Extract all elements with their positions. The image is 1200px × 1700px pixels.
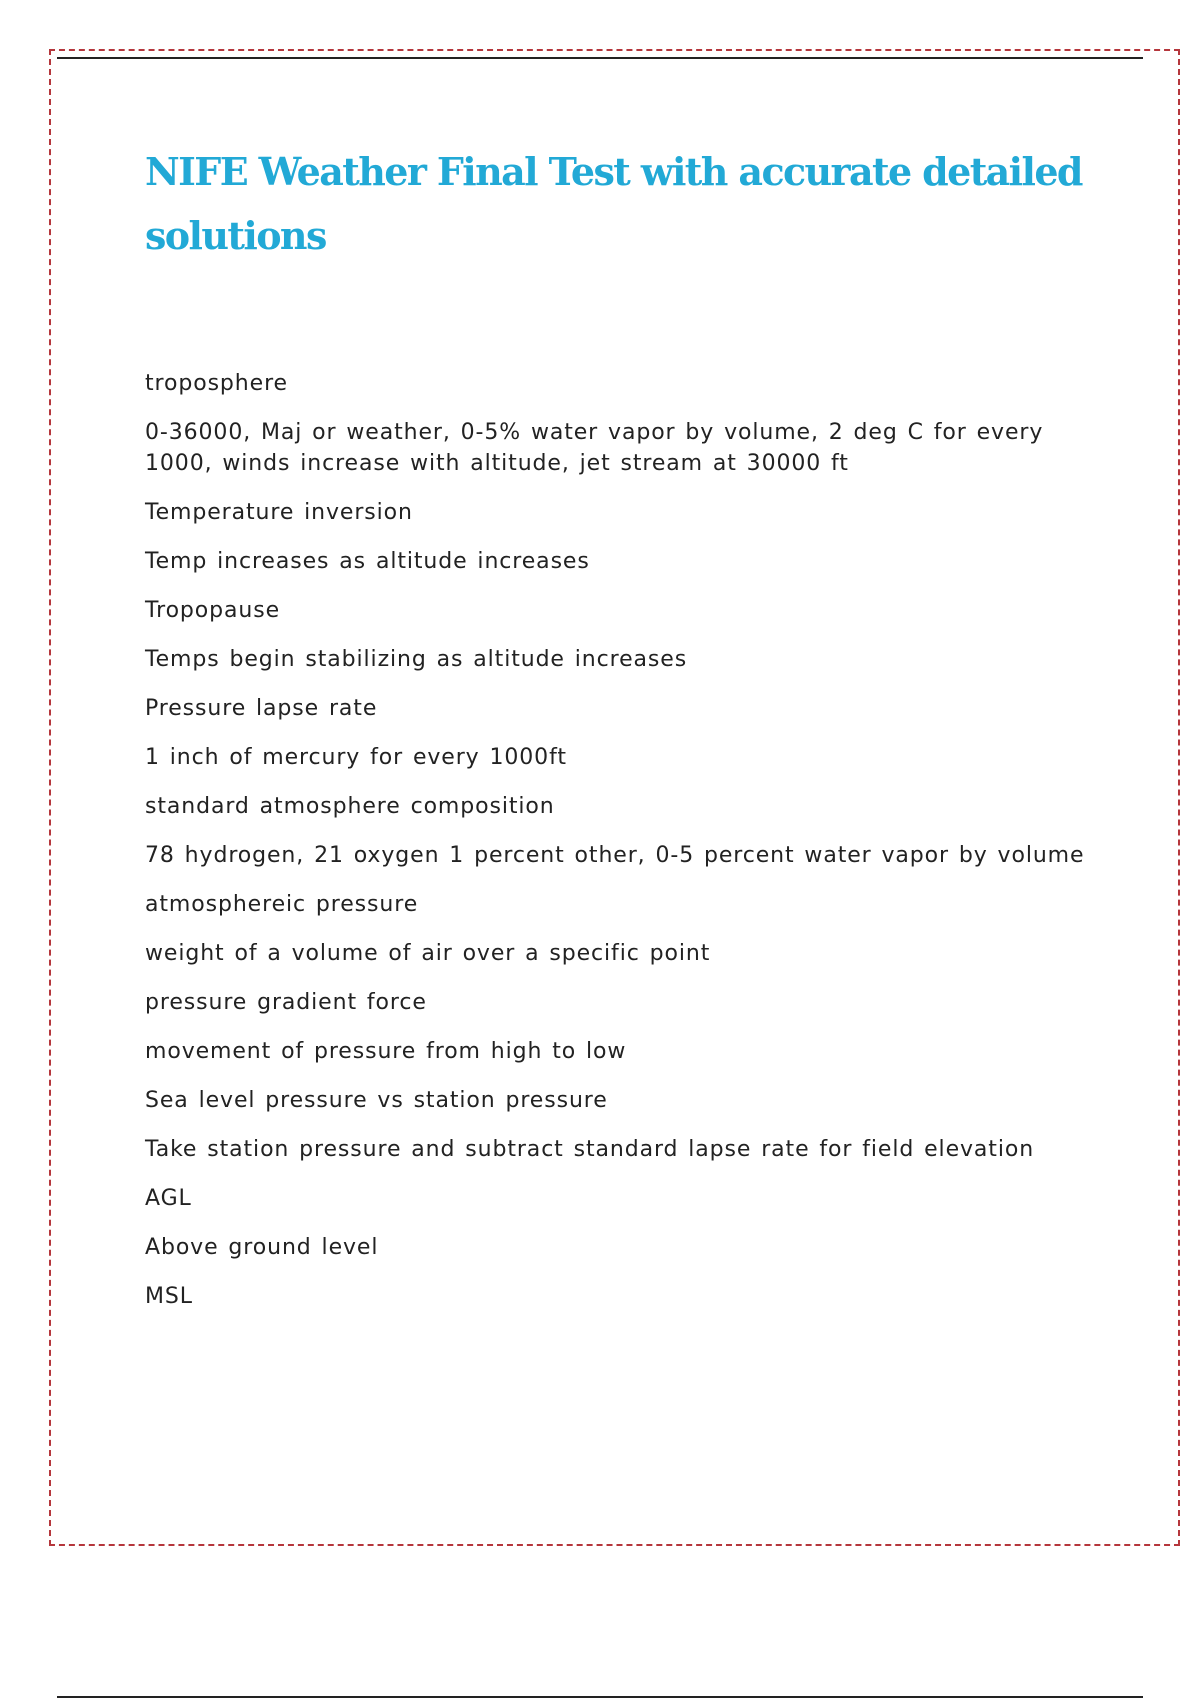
term-agl: AGL bbox=[145, 1186, 192, 1211]
document-title: NIFE Weather Final Test with accurate detailed solutions bbox=[145, 149, 1082, 258]
definition-tropopause: Temps begin stabilizing as altitude increases bbox=[145, 647, 688, 672]
term-tropopause: Tropopause bbox=[145, 598, 281, 623]
term-pressure-lapse-rate: Pressure lapse rate bbox=[145, 696, 378, 721]
definition-temperature-inversion: Temp increases as altitude increases bbox=[145, 549, 590, 574]
term-atmospheric-pressure: atmosphereic pressure bbox=[145, 892, 419, 917]
term-standard-atmosphere-composition: standard atmosphere composition bbox=[145, 794, 555, 819]
definition-sea-level-vs-station-pressure: Take station pressure and subtract standard lapse rate for field elevation bbox=[145, 1137, 1035, 1162]
term-temperature-inversion: Temperature inversion bbox=[145, 500, 413, 525]
definition-standard-atmosphere-composition: 78 hydrogen, 21 oxygen 1 percent other, 0-5 percent water vapor by volume bbox=[145, 843, 1085, 868]
definition-agl: Above ground level bbox=[145, 1235, 379, 1260]
definition-troposphere: 0-36000, Maj or weather, 0-5% water vapor by volume, 2 deg C for every 1000, winds increase with altitude, jet stream at 30000 ft bbox=[145, 420, 1044, 476]
document-body bbox=[145, 368, 1085, 1330]
term-troposphere: troposphere bbox=[145, 371, 288, 396]
definition-pressure-lapse-rate: 1 inch of mercury for every 1000ft bbox=[145, 745, 567, 770]
term-pressure-gradient-force: pressure gradient force bbox=[145, 990, 427, 1015]
term-sea-level-vs-station-pressure: Sea level pressure vs station pressure bbox=[145, 1088, 608, 1113]
top-rule bbox=[57, 57, 1143, 59]
definition-atmospheric-pressure: weight of a volume of air over a specific point bbox=[145, 941, 711, 966]
definition-pressure-gradient-force: movement of pressure from high to low bbox=[145, 1039, 627, 1064]
term-msl: MSL bbox=[145, 1284, 193, 1309]
bottom-rule bbox=[57, 1696, 1143, 1698]
